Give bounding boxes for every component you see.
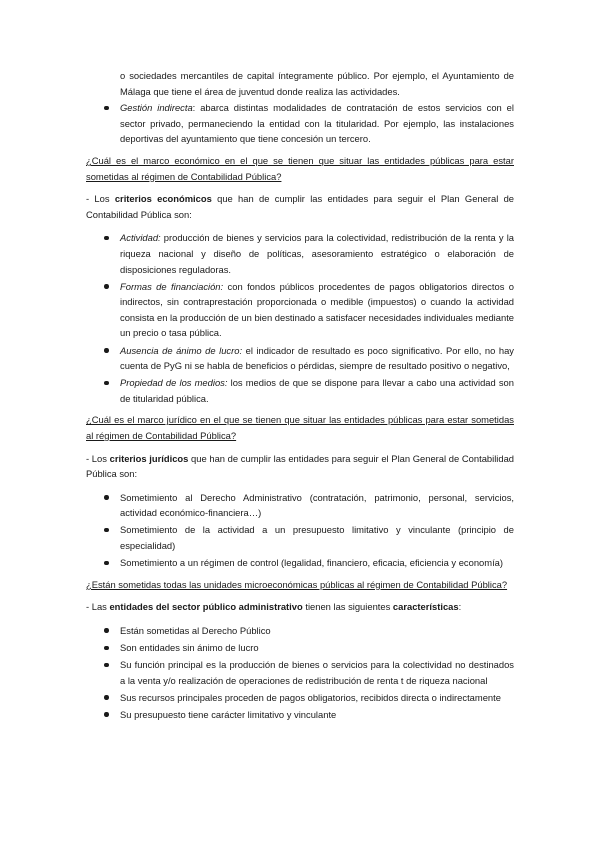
bullet-icon xyxy=(104,663,109,668)
bullet-icon xyxy=(104,528,109,533)
question-juridico: ¿Cuál es el marco jurídico en el que se tienen que situar las entidades públicas para estar sometidas al régimen de Contabilidad Pública? xyxy=(86,414,514,441)
bullet-icon xyxy=(104,495,109,500)
item-text: : abarca distintas modalidades de contratación de estos servicios con el sector privado, permaneciendo la entidad con la titularidad. Por ejemplo, las instalaciones deportivas del ayuntamiento que tiene concesión un tercero. xyxy=(120,102,514,145)
list-item: Su función principal es la producción de bienes o servicios para la colectividad no destinados a la venta y/o realización de operaciones de redistribución de renta t de riqueza nacional xyxy=(120,657,514,688)
list-item xyxy=(120,100,514,147)
lead-economico: - Los criterios económicos que han de cumplir las entidades para seguir el Plan General de Contabilidad Pública son: xyxy=(86,193,515,220)
bullet-icon xyxy=(104,695,109,700)
list-item: Son entidades sin ánimo de lucro xyxy=(120,640,514,656)
lead-juridico: - Los criterios jurídicos que han de cumplir las entidades para seguir el Plan General de Contabilidad Pública son: xyxy=(86,452,515,480)
list-item: Ausencia de ánimo de lucro: el indicador de resultado es poco significativo. Por ello, no hay cuenta de PyG ni se habla de beneficios o pérdidas, siempre de resultado positivo o negativo, xyxy=(120,343,514,374)
list-item: Sometimiento de la actividad a un presupuesto limitativo y vinculante (principio de especialidad) xyxy=(120,522,514,553)
bullet-icon xyxy=(104,284,109,289)
list-item: Formas de financiación: con fondos públicos procedentes de pagos obligatorios directos o indirectos, sin contraprestación proporcionada o medible (impuestos) o cuando la actividad consista en la producción de un bien destinado a satisfacer necesidades individuales mediante un precio o tasa pública. xyxy=(120,279,514,341)
question-unidades: ¿Están sometidas todas las unidades microeconómicas públicas al régimen de Contabilidad Pública? xyxy=(86,578,508,590)
continuation-paragraph: o sociedades mercantiles de capital íntegramente público. Por ejemplo, el Ayuntamiento de Málaga que tiene el área de juventud donde realiza las actividades. xyxy=(120,70,514,97)
gestion-list xyxy=(86,100,514,147)
bullet-icon xyxy=(104,348,109,353)
bullet-icon xyxy=(104,628,109,633)
list-item: Sometimiento a un régimen de control (legalidad, financiero, eficacia, eficiencia y economía) xyxy=(120,555,514,571)
list-item: Sometimiento al Derecho Administrativo (contratación, patrimonio, personal, servicios, actividad económico-financiera…) xyxy=(120,490,514,521)
lead-unidades: - Las entidades del sector público administrativo tienen las siguientes características: xyxy=(86,601,462,613)
bullet-icon xyxy=(104,646,109,651)
caracteristicas-list xyxy=(86,623,514,723)
criterios-juridicos-list xyxy=(86,490,514,571)
list-item: Están sometidas al Derecho Público xyxy=(120,623,514,639)
list-item: Propiedad de los medios: los medios de que se dispone para llevar a cabo una actividad son de titularidad pública. xyxy=(120,375,514,406)
item-term: Gestión indirecta xyxy=(120,102,193,114)
list-item: Su presupuesto tiene carácter limitativo y vinculante xyxy=(120,707,514,723)
list-item: Actividad: producción de bienes y servicios para la colectividad, redistribución de la renta y la riqueza nacional y diseño de políticas, asesoramiento estratégico o elaboración de disposiciones reguladoras. xyxy=(120,230,514,277)
bullet-icon xyxy=(104,381,109,386)
criterios-economicos-list xyxy=(86,230,514,406)
bullet-icon xyxy=(104,561,109,566)
bullet-icon xyxy=(104,106,109,111)
question-economico: ¿Cuál es el marco económico en el que se tienen que situar las entidades públicas para estar sometidas al régimen de Contabilidad Pública? xyxy=(86,154,514,182)
list-item: Sus recursos principales proceden de pagos obligatorios, recibidos directa o indirectamente xyxy=(120,690,514,706)
bullet-icon xyxy=(104,712,109,717)
bullet-icon xyxy=(104,236,109,241)
